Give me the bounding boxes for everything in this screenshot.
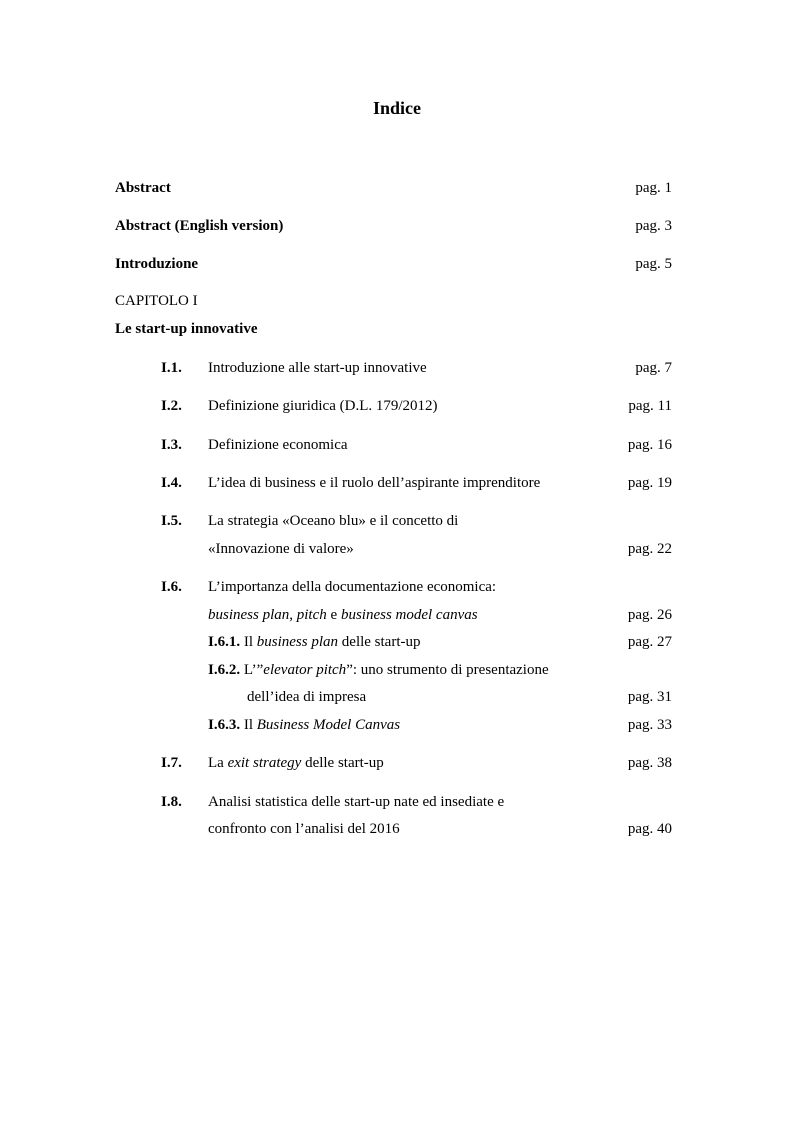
toc-entry-section[interactable]: L’importanza della documentazione economica: <box>208 579 497 595</box>
toc-entry-section[interactable] <box>208 756 384 771</box>
section-number: I.8. <box>161 794 182 810</box>
toc-page: pag. 22 <box>627 541 672 557</box>
italic-term: business plan <box>256 634 339 650</box>
italic-term: business model canvas <box>340 607 478 623</box>
toc-page: pag. 27 <box>627 634 672 650</box>
toc-page-abstract-english: pag. 3 <box>635 218 672 234</box>
toc-entry-section[interactable]: Definizione giuridica (D.L. 179/2012) <box>208 398 438 414</box>
chapter-title[interactable]: Le start-up innovative <box>115 321 258 337</box>
section-number: I.7. <box>161 755 182 771</box>
section-number: I.1. <box>161 360 182 376</box>
toc-page: pag. 26 <box>627 607 672 623</box>
subsection-number: I.6.1. <box>208 634 241 650</box>
toc-page: pag. 19 <box>627 475 672 491</box>
entry-text: La <box>208 755 228 771</box>
toc-entry-abstract[interactable]: Abstract <box>115 180 171 196</box>
toc-page: pag. 7 <box>635 360 672 376</box>
toc-entry-subsection[interactable] <box>208 663 549 678</box>
toc-entry-section-continued[interactable]: «Innovazione di valore» <box>208 541 354 557</box>
toc-page: pag. 40 <box>627 821 672 837</box>
toc-entry-section[interactable]: Introduzione alle start-up innovative <box>208 360 427 376</box>
chapter-label: CAPITOLO I <box>115 293 198 309</box>
italic-term: business plan <box>208 607 290 623</box>
entry-text: ”: uno strumento di presentazione <box>346 662 549 678</box>
toc-page: pag. 31 <box>627 689 672 705</box>
section-number: I.4. <box>161 475 182 491</box>
italic-term: elevator pitch <box>263 662 347 678</box>
toc-page: pag. 16 <box>627 437 672 453</box>
toc-entry-subsection[interactable] <box>208 635 421 650</box>
toc-page: pag. 38 <box>627 755 672 771</box>
italic-term: Business Model Canvas <box>256 717 401 733</box>
section-number: I.5. <box>161 513 182 529</box>
toc-entry-section[interactable]: Definizione economica <box>208 437 348 453</box>
section-number: I.2. <box>161 398 182 414</box>
section-number: I.3. <box>161 437 182 453</box>
subsection-number: I.6.2. <box>208 662 241 678</box>
toc-page: pag. 33 <box>627 717 672 733</box>
entry-text: Il <box>240 717 257 733</box>
italic-term: pitch <box>296 607 327 623</box>
entry-text: delle start-up <box>338 634 421 650</box>
toc-entry-section-continued[interactable]: confronto con l’analisi del 2016 <box>208 821 400 837</box>
toc-entry-introduzione[interactable]: Introduzione <box>115 256 199 272</box>
toc-entry-section[interactable]: L’idea di business e il ruolo dell’aspirante imprenditore <box>208 475 541 491</box>
toc-entry-section-continued[interactable] <box>208 608 478 623</box>
toc-entry-section[interactable]: Analisi statistica delle start-up nate ed insediate e <box>208 794 505 810</box>
toc-entry-abstract-english[interactable]: Abstract (English version) <box>115 218 284 234</box>
toc-page-introduzione: pag. 5 <box>635 256 672 272</box>
toc-entry-subsection-continued[interactable]: dell’idea di impresa <box>247 689 367 705</box>
page-title: Indice <box>372 98 421 118</box>
toc-page-abstract: pag. 1 <box>635 180 672 196</box>
section-number: I.6. <box>161 579 182 595</box>
toc-entry-section[interactable]: La strategia «Oceano blu» e il concetto di <box>208 513 459 529</box>
italic-term: exit strategy <box>227 755 302 771</box>
separator: e <box>326 607 341 623</box>
toc-entry-subsection[interactable] <box>208 718 400 733</box>
entry-text: Il <box>240 634 257 650</box>
toc-page: pag. 11 <box>628 398 672 414</box>
entry-text: L’” <box>240 662 264 678</box>
subsection-number: I.6.3. <box>208 717 241 733</box>
entry-text: delle start-up <box>301 755 384 771</box>
separator: , <box>289 607 297 623</box>
